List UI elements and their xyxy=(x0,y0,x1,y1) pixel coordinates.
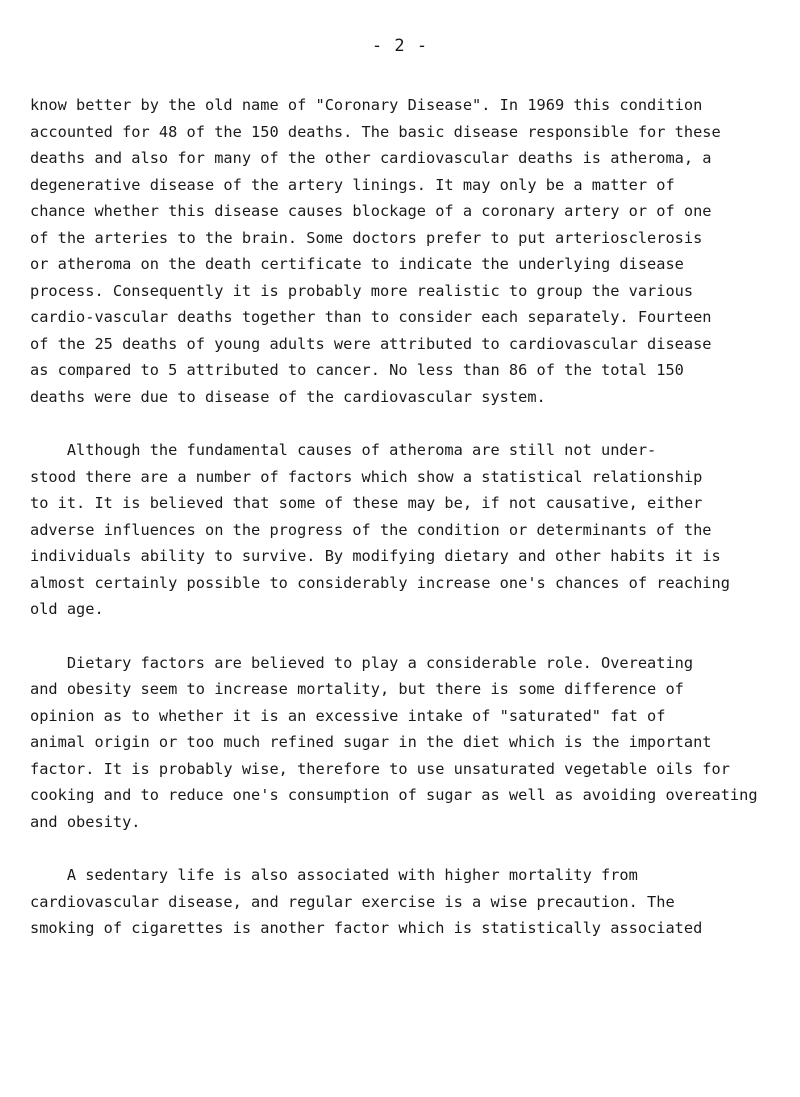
text-line: individuals ability to survive. By modifying dietary and other habits it is xyxy=(30,547,721,565)
text-line: deaths and also for many of the other cardiovascular deaths is atheroma, a xyxy=(30,149,712,167)
text-line: old age. xyxy=(30,600,104,618)
text-line: factor. It is probably wise, therefore to use unsaturated vegetable oils for xyxy=(30,759,730,778)
text-line: almost certainly possible to considerably increase one's chances of reaching xyxy=(30,573,730,592)
text-line: know better by the old name of "Coronary Disease". In 1969 this condition xyxy=(30,96,703,114)
paragraph-spacer xyxy=(30,835,790,862)
text-line: of the 25 deaths of young adults were attributed to cardiovascular disease xyxy=(30,334,712,353)
text-line: degenerative disease of the artery linings. It may only be a matter of xyxy=(30,175,675,194)
text-line: Although the fundamental causes of atheroma are still not under- xyxy=(30,441,657,459)
text-line: deaths were due to disease of the cardiovascular system. xyxy=(30,387,546,406)
text-line: cardiovascular disease, and regular exercise is a wise precaution. The xyxy=(30,892,675,911)
text-line: as compared to 5 attributed to cancer. No less than 86 of the total 150 xyxy=(30,361,684,379)
text-line: cooking and to reduce one's consumption of sugar as well as avoiding overeating xyxy=(30,786,758,804)
text-line: and obesity. xyxy=(30,812,141,831)
paragraph-4 xyxy=(30,862,790,942)
text-line: A sedentary life is also associated with higher mortality from xyxy=(30,866,638,884)
text-line: adverse influences on the progress of the condition or determinants of the xyxy=(30,520,712,539)
paragraph-spacer xyxy=(30,623,790,650)
paragraph-3 xyxy=(30,650,790,836)
text-line: chance whether this disease causes blockage of a coronary artery or of one xyxy=(30,202,712,220)
body-text xyxy=(30,92,790,942)
text-line: of the arteries to the brain. Some doctors prefer to put arteriosclerosis xyxy=(30,228,703,247)
text-line: Dietary factors are believed to play a considerable role. Overeating xyxy=(30,653,694,672)
text-line: animal origin or too much refined sugar in the diet which is the important xyxy=(30,733,712,751)
paragraph-1 xyxy=(30,92,790,410)
text-line: stood there are a number of factors which show a statistical relationship xyxy=(30,467,703,486)
paragraph-2 xyxy=(30,437,790,623)
text-line: or atheroma on the death certificate to indicate the underlying disease xyxy=(30,255,684,273)
text-line: to it. It is believed that some of these may be, if not causative, either xyxy=(30,494,703,512)
text-line: smoking of cigarettes is another factor which is statistically associated xyxy=(30,919,703,937)
text-line: opinion as to whether it is an excessive intake of "saturated" fat of xyxy=(30,706,666,725)
text-line: and obesity seem to increase mortality, but there is some difference of xyxy=(30,680,684,698)
page-number: - 2 - xyxy=(371,36,429,56)
text-line: process. Consequently it is probably more realistic to group the various xyxy=(30,281,694,300)
text-line: accounted for 48 of the 150 deaths. The basic disease responsible for these xyxy=(30,122,721,141)
paragraph-spacer xyxy=(30,410,790,437)
text-line: cardio-vascular deaths together than to consider each separately. Fourteen xyxy=(30,308,712,326)
